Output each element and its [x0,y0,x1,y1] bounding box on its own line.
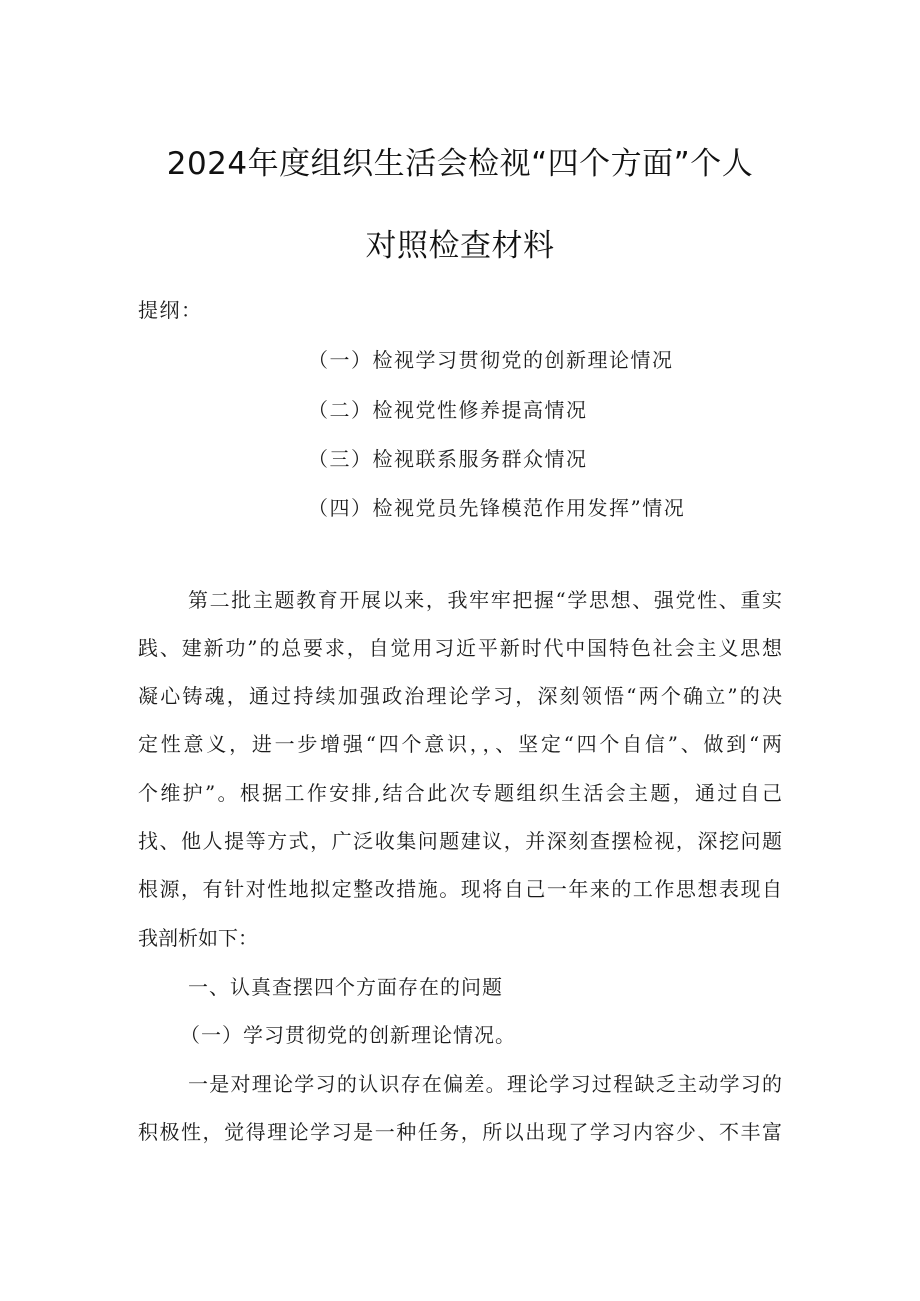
intro-paragraph-line: 践、建新功”的总要求，自觉用习近平新时代中国特色社会主义思想 [138,636,782,660]
outline-item: （一）检视学习贯彻党的创新理论情况 [308,348,674,372]
subsection-heading: （一）学习贯彻党的创新理论情况。 [180,1023,516,1047]
document-title-line-1: 2024年度组织生活会检视“四个方面”个人 [166,146,754,182]
section-heading: 一、认真查摆四个方面存在的问题 [188,975,503,999]
outline-item: （三）检视联系服务群众情况 [308,447,588,471]
document-title-line-2: 对照检查材料 [365,228,555,264]
intro-paragraph-line: 个维护”。根据工作安排,结合此次专题组织生活会主题，通过自己 [138,781,782,805]
outline-item: （四）检视党员先锋模范作用发挥”情况 [308,496,686,520]
intro-paragraph-line: 根源，有针对性地拟定整改措施。现将自己一年来的工作思想表现自 [138,877,782,901]
intro-paragraph-line: 定性意义，进一步增强“四个意识，，、坚定“四个自信”、做到“两 [138,732,782,756]
intro-paragraph-line: 找、他人提等方式，广泛收集问题建议，并深刻查摆检视，深挖问题 [138,829,782,853]
intro-paragraph-line: 第二批主题教育开展以来，我牢牢把握“学思想、强党性、重实 [188,588,782,612]
intro-paragraph-line: 凝心铸魂，通过持续加强政治理论学习，深刻领悟“两个确立”的决 [138,684,782,708]
outline-label: 提纲： [138,298,203,322]
body-paragraph-line: 一是对理论学习的认识存在偏差。理论学习过程缺乏主动学习的 [188,1072,782,1096]
outline-item: （二）检视党性修养提高情况 [308,398,588,422]
body-paragraph-line: 积极性，觉得理论学习是一种任务，所以出现了学习内容少、不丰富 [138,1120,782,1144]
intro-paragraph-line: 我剖析如下： [138,926,258,950]
